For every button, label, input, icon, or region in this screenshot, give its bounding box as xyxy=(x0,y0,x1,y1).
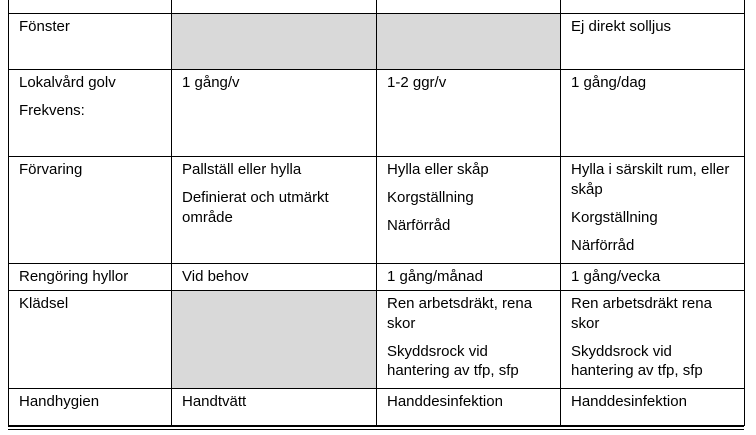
table-row xyxy=(9,70,745,157)
cell-text: Vid behov xyxy=(182,268,249,285)
bottom-border-line xyxy=(8,426,744,427)
table-cell xyxy=(561,264,745,291)
row-label-cell xyxy=(9,264,172,291)
table-cell xyxy=(172,389,377,426)
cell-text: Definierat och utmärkt område xyxy=(182,189,329,226)
row-label-cell xyxy=(9,389,172,426)
table-cell xyxy=(172,0,377,14)
table-cell xyxy=(377,291,561,389)
row-label: Fönster xyxy=(19,18,70,35)
cell-text: Ren arbetsdräkt, rena skor xyxy=(387,295,533,332)
row-label: Handhygien xyxy=(19,393,100,410)
cell-text: 1 gång/dag xyxy=(571,74,647,91)
table-row-clipped xyxy=(9,0,745,14)
table-cell xyxy=(561,389,745,426)
cell-text: 1 gång/vecka xyxy=(571,268,661,285)
table-row xyxy=(9,157,745,264)
row-label-cell xyxy=(9,291,172,389)
cell-text: 1-2 ggr/v xyxy=(387,74,447,91)
cell-text: Handdesinfektion xyxy=(571,393,687,410)
table-cell xyxy=(172,157,377,264)
cell-text: Hylla i särskilt rum, eller skåp xyxy=(571,161,730,198)
cell-text: 1 gång/månad xyxy=(387,268,483,285)
cell-text: Hylla eller skåp xyxy=(387,161,489,178)
row-label-cell xyxy=(9,70,172,157)
table-row xyxy=(9,264,745,291)
table-cell xyxy=(377,264,561,291)
table-cell xyxy=(9,0,172,14)
shaded-empty-cell xyxy=(172,14,377,70)
row-label-cell xyxy=(9,157,172,264)
cell-text: Närförråd xyxy=(387,217,451,234)
cell-text: 1 gång/v xyxy=(182,74,240,91)
shaded-empty-cell xyxy=(377,14,561,70)
table-cell xyxy=(172,264,377,291)
table-body xyxy=(9,0,745,426)
row-label: Lokalvård golv xyxy=(19,74,116,91)
table-cell xyxy=(561,157,745,264)
table-row xyxy=(9,14,745,70)
hygiene-requirements-table xyxy=(8,0,745,426)
table-cell xyxy=(377,389,561,426)
table-cell xyxy=(561,70,745,157)
table-cell xyxy=(561,291,745,389)
shaded-empty-cell xyxy=(172,291,377,389)
table-row xyxy=(9,389,745,426)
table-row xyxy=(9,291,745,389)
table-cell xyxy=(377,157,561,264)
cell-text: Korgställning xyxy=(387,189,474,206)
row-label-cell xyxy=(9,14,172,70)
table-cell xyxy=(172,70,377,157)
table-cell xyxy=(561,0,745,14)
cell-text: Ren arbetsdräkt rena skor xyxy=(571,295,712,332)
row-label: Förvaring xyxy=(19,161,83,178)
cell-text: Ej direkt solljus xyxy=(571,18,672,35)
row-label: Rengöring hyllor xyxy=(19,268,129,285)
cell-text: Korgställning xyxy=(571,208,658,226)
table-cell xyxy=(377,70,561,157)
row-label: Klädsel xyxy=(19,295,69,312)
cell-text: Skyddsrock vid hantering av tfp, sfp xyxy=(571,342,703,379)
cell-text: Pallställ eller hylla xyxy=(182,161,302,178)
document-page xyxy=(8,0,744,432)
table-cell xyxy=(561,14,745,70)
cell-text: Närförråd xyxy=(571,236,635,254)
bottom-border-line xyxy=(8,429,744,430)
cell-text: Skyddsrock vid hantering av tfp, sfp xyxy=(387,342,519,379)
cell-text: Handdesinfektion xyxy=(387,393,503,410)
table-cell xyxy=(377,0,561,14)
cell-text: Handtvätt xyxy=(182,393,247,410)
row-label: Frekvens: xyxy=(19,102,85,119)
